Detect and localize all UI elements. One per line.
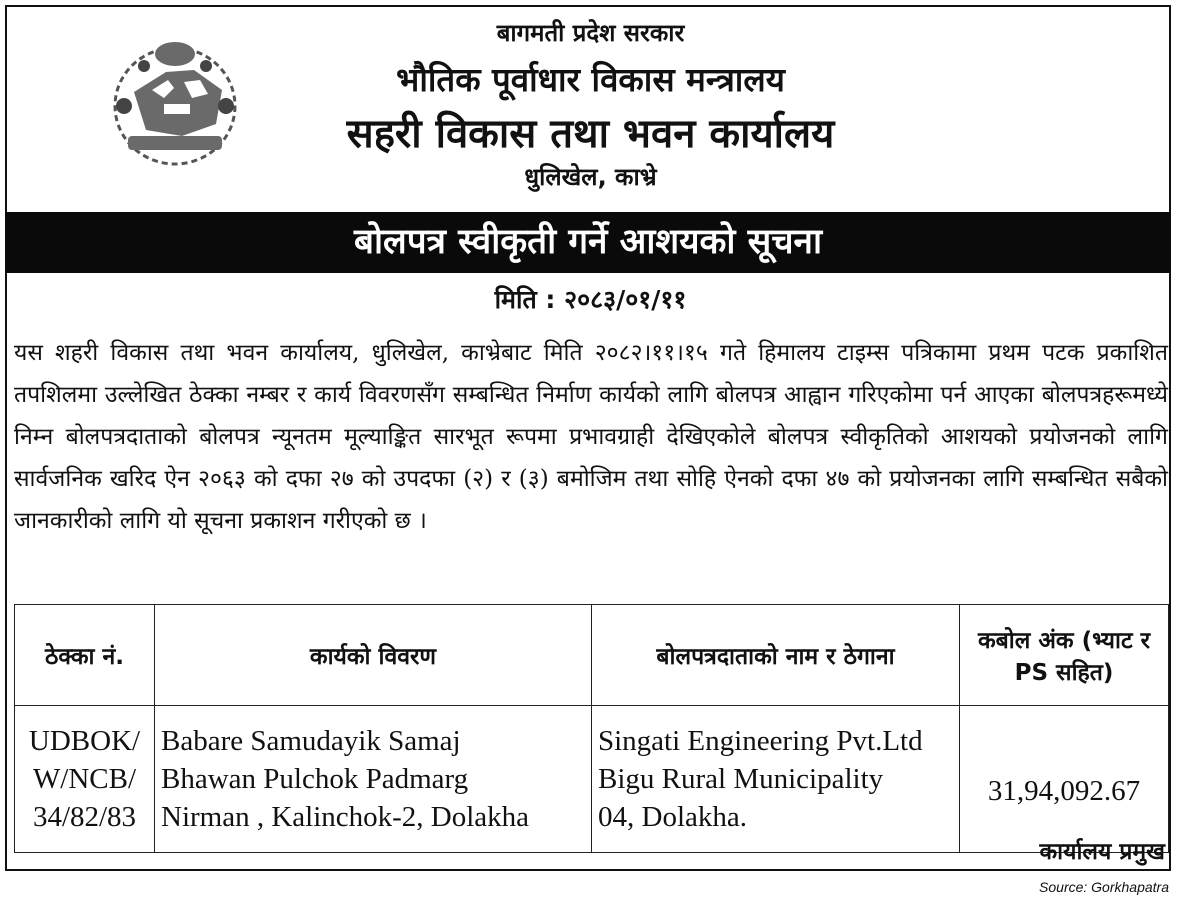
notice-date: मिति : २०८३/०१/११ [494, 285, 687, 314]
header-ministry: भौतिक पूर्वाधार विकास मन्त्रालय [396, 60, 785, 99]
source-credit: Source: Gorkhapatra [1039, 879, 1169, 895]
table-row [15, 706, 1169, 853]
cell-amount: 31,94,092.67 [960, 706, 1169, 853]
notice-title: बोलपत्र स्वीकृती गर्ने आशयको सूचना [5, 212, 1171, 273]
header-work-description: कार्यको विवरण [155, 605, 592, 706]
cell-contract-no: UDBOK/ W/NCB/ 34/82/83 [15, 706, 155, 853]
header-contract-no: ठेक्का नं. [15, 605, 155, 706]
header-bidder: बोलपत्रदाताको नाम र ठेगाना [592, 605, 960, 706]
tender-table [14, 604, 1169, 853]
signature-office-chief: कार्यालय प्रमुख [1039, 839, 1165, 865]
header-province: बागमती प्रदेश सरकार [496, 19, 685, 47]
header-office: सहरी विकास तथा भवन कार्यालय [346, 111, 835, 157]
cell-description: Babare Samudayik Samaj Bhawan Pulchok Padmarg Nirman , Kalinchok-2, Dolakha [155, 706, 592, 853]
cell-bidder: Singati Engineering Pvt.Ltd Bigu Rural Municipality 04, Dolakha. [592, 706, 960, 853]
notice-body: यस शहरी विकास तथा भवन कार्यालय, धुलिखेल, काभ्रेबाट मिति २०८२।११।१५ गते हिमालय टाइम्स पत्रिकामा प्रथम पटक प्रकाशित तपशिलमा उल्लेखित ठेक्का नम्बर र कार्य विवरणसँग सम्बन्धित निर्माण कार्यको लागि बोलपत्र आह्वान गरिएकोमा पर्न आएका बोलपत्रहरूमध्ये निम्न बोलपत्रदाताको बोलपत्र न्यूनतम मूल्याङ्कित सारभूत रूपमा प्रभावग्राही देखिएकोले बोलपत्र स्वीकृतिको आशयको प्रयोजनको लागि सार्वजनिक खरिद ऐन २०६३ को दफा २७ को उपदफा (२) र (३) बमोजिम तथा सोहि ऐनको दफा ४७ को प्रयोजनका लागि सम्बन्धित सबैको जानकारीको लागि यो सूचना प्रकाशन गरीएको छ । [14, 340, 1168, 534]
table-header-row [15, 605, 1169, 706]
header-bid-amount: कबोल अंक (भ्याट र PS सहित) [960, 605, 1169, 706]
header-location: धुलिखेल, काभ्रे [524, 163, 657, 191]
